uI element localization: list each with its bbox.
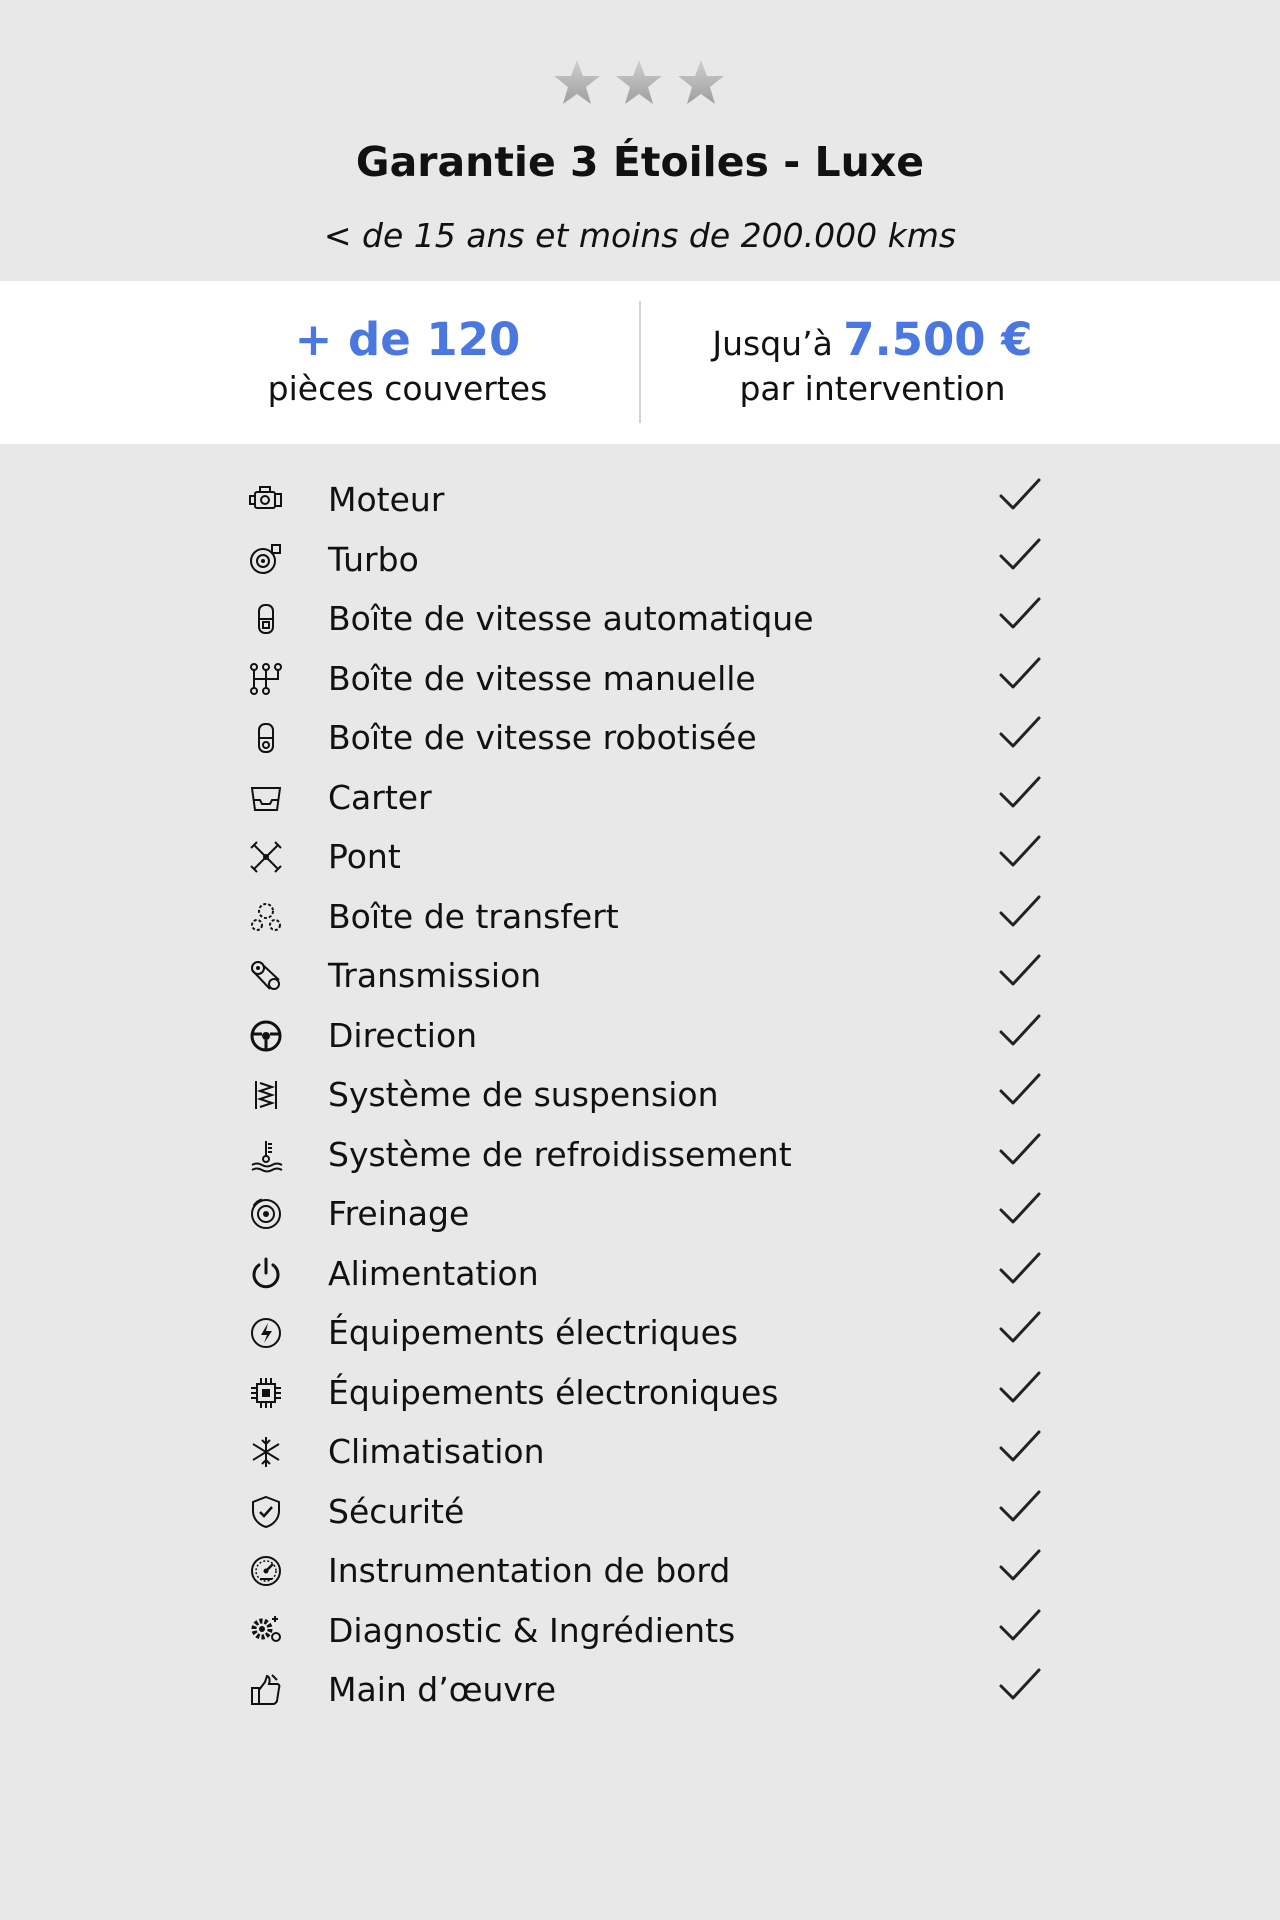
automatic-gearbox-icon <box>248 601 284 637</box>
list-item-label: Carter <box>328 777 432 817</box>
chip-icon <box>248 1375 284 1411</box>
list-item-label: Moteur <box>328 480 445 519</box>
star-icon <box>676 58 726 108</box>
list-item <box>0 591 1280 651</box>
divider <box>639 301 641 423</box>
checkmark-icon <box>997 1426 1043 1468</box>
list-item-label: Boîte de vitesse automatique <box>328 599 814 638</box>
brake-disc-icon <box>248 1196 284 1232</box>
checkmark-icon <box>997 1069 1043 1111</box>
list-item-label: Équipements électroniques <box>328 1372 779 1412</box>
coverage-summary <box>0 281 1280 444</box>
cap-caption: par intervention <box>739 369 1006 408</box>
checkmark-icon <box>997 1010 1043 1052</box>
list-item <box>0 1662 1280 1722</box>
list-item-label: Main d’œuvre <box>328 1670 557 1709</box>
list-item-label: Transmission <box>328 956 542 995</box>
belt-transmission-icon <box>248 958 284 994</box>
robotized-gearbox-icon <box>248 720 284 756</box>
checkmark-icon <box>997 1664 1043 1706</box>
checkmark-icon <box>997 474 1043 516</box>
parts-stat <box>200 311 615 409</box>
list-item <box>0 1246 1280 1306</box>
list-item <box>0 1305 1280 1365</box>
cap-amount: 7.500 € <box>843 313 1033 366</box>
list-item-label: Boîte de vitesse manuelle <box>328 658 756 698</box>
turbo-icon <box>248 542 284 578</box>
speedometer-icon <box>248 1553 284 1589</box>
checkmark-icon <box>997 1129 1043 1171</box>
shield-check-icon <box>248 1494 284 1530</box>
checkmark-icon <box>997 593 1043 635</box>
list-item <box>0 889 1280 949</box>
checkmark-icon <box>997 1545 1043 1587</box>
star-rating <box>0 58 1280 108</box>
list-item <box>0 770 1280 830</box>
coverage-list <box>0 472 1280 1722</box>
checkmark-icon <box>997 831 1043 873</box>
electric-icon <box>248 1315 284 1351</box>
checkmark-icon <box>997 1486 1043 1528</box>
checkmark-icon <box>997 712 1043 754</box>
hand-wrench-icon <box>248 1672 284 1708</box>
list-item <box>0 710 1280 770</box>
page-title: Garantie 3 Étoiles - Luxe <box>355 138 925 186</box>
list-item <box>0 948 1280 1008</box>
eligibility-subtitle: < de 15 ans et moins de 200.000 kms <box>323 216 957 255</box>
engine-icon <box>248 482 284 518</box>
list-item-label: Système de suspension <box>328 1075 719 1114</box>
list-item <box>0 532 1280 592</box>
list-item-label: Direction <box>328 1015 478 1055</box>
checkmark-icon <box>997 1367 1043 1409</box>
list-item <box>0 1008 1280 1068</box>
cap-stat <box>665 311 1080 409</box>
list-item <box>0 1067 1280 1127</box>
list-item <box>0 829 1280 889</box>
diagnostic-gear-icon <box>248 1613 284 1649</box>
list-item-label: Sécurité <box>328 1491 465 1531</box>
checkmark-icon <box>997 772 1043 814</box>
checkmark-icon <box>997 653 1043 695</box>
list-item-label: Turbo <box>328 539 419 579</box>
list-item-label: Alimentation <box>328 1253 539 1293</box>
star-icon <box>614 58 664 108</box>
list-item-label: Boîte de vitesse robotisée <box>328 718 757 757</box>
checkmark-icon <box>997 891 1043 933</box>
list-item-label: Équipements électriques <box>328 1313 739 1352</box>
transfer-case-icon <box>248 899 284 935</box>
manual-gearbox-icon <box>248 661 284 697</box>
list-item <box>0 1186 1280 1246</box>
list-item <box>0 1127 1280 1187</box>
parts-count: + de 120 <box>294 313 521 366</box>
checkmark-icon <box>997 534 1043 576</box>
star-icon <box>552 58 602 108</box>
list-item <box>0 472 1280 532</box>
list-item <box>0 1365 1280 1425</box>
checkmark-icon <box>997 1307 1043 1349</box>
list-item <box>0 651 1280 711</box>
list-item <box>0 1424 1280 1484</box>
oil-pan-icon <box>248 780 284 816</box>
power-icon <box>248 1256 284 1292</box>
suspension-icon <box>248 1077 284 1113</box>
parts-caption: pièces couvertes <box>267 369 548 408</box>
header <box>0 0 1280 281</box>
list-item-label: Instrumentation de bord <box>328 1551 731 1590</box>
checkmark-icon <box>997 1188 1043 1230</box>
list-item <box>0 1543 1280 1603</box>
cap-prefix: Jusqu’à <box>712 324 844 363</box>
list-item-label: Freinage <box>328 1194 470 1233</box>
checkmark-icon <box>997 950 1043 992</box>
list-item-label: Diagnostic & Ingrédients <box>328 1610 736 1650</box>
list-item-label: Système de refroidissement <box>328 1134 792 1174</box>
list-item-label: Boîte de transfert <box>328 896 619 936</box>
list-item <box>0 1603 1280 1663</box>
steering-wheel-icon <box>248 1018 284 1054</box>
list-item <box>0 1484 1280 1544</box>
checkmark-icon <box>997 1248 1043 1290</box>
coolant-icon <box>248 1137 284 1173</box>
list-item-label: Climatisation <box>328 1432 545 1471</box>
list-item-label: Pont <box>328 837 401 876</box>
snowflake-icon <box>248 1434 284 1470</box>
checkmark-icon <box>997 1605 1043 1647</box>
axle-icon <box>248 839 284 875</box>
